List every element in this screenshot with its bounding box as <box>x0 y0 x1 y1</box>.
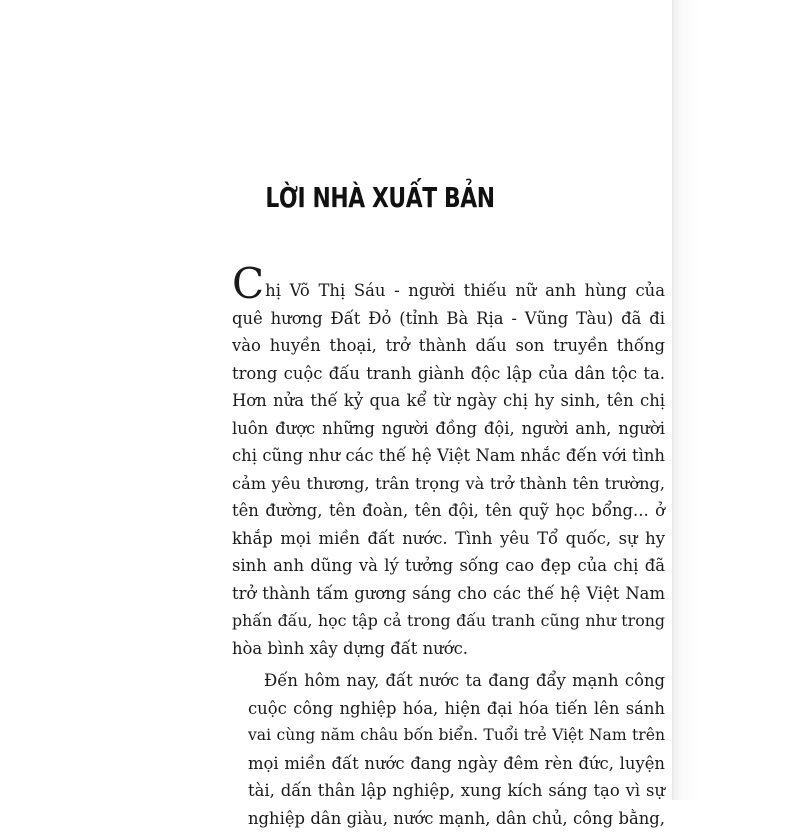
page-edge-shadow <box>672 0 800 800</box>
text-line: Đến hôm nay, đất nước ta đang đẩy mạnh công <box>232 667 665 695</box>
text-line: sinh anh dũng và lý tưởng sống cao đẹp của chị đã <box>232 552 665 580</box>
text-line: vai cùng năm châu bốn biển. Tuổi trẻ Việt Nam trên <box>232 722 665 750</box>
text-line: quê hương Đất Đỏ (tỉnh Bà Rịa - Vũng Tàu) đã đi <box>232 305 665 333</box>
text-line: cuộc công nghiệp hóa, hiện đại hóa tiến lên sánh <box>232 695 665 723</box>
text-line: vào huyền thoại, trở thành dấu son truyền thống <box>232 332 665 360</box>
drop-cap: C <box>232 259 264 308</box>
page-heading: LỜI NHÀ XUẤT BẢN <box>84 174 677 222</box>
text-line: cảm yêu thương, trân trọng và trở thành tên trường, <box>232 470 665 498</box>
paragraph-1 <box>232 274 665 662</box>
text-line: trở thành tấm gương sáng cho các thế hệ Việt Nam <box>232 580 665 608</box>
text-line: hòa bình xây dựng đất nước. <box>232 635 665 663</box>
text-line: trong cuộc đấu tranh giành độc lập của dân tộc ta. <box>232 360 665 388</box>
text-line: Chị Võ Thị Sáu - người thiếu nữ anh hùng của <box>232 274 665 305</box>
body-text <box>232 274 665 832</box>
text-line: tài, dấn thân lập nghiệp, xung kích sáng tạo vì sự <box>232 777 665 805</box>
text-line: chị cũng như các thế hệ Việt Nam nhắc đến với tình <box>232 442 665 470</box>
text-line: luôn được những người đồng đội, người anh, người <box>232 415 665 443</box>
text-line: Hơn nửa thế kỷ qua kể từ ngày chị hy sinh, tên chị <box>232 387 665 415</box>
text-line: mọi miền đất nước đang ngày đêm rèn đức, luyện <box>232 750 665 778</box>
text-line: nghiệp dân giàu, nước mạnh, dân chủ, công bằng, <box>232 805 665 832</box>
text-line: tên đường, tên đoàn, tên đội, tên quỹ học bổng... ở <box>232 497 665 525</box>
paragraph-2 <box>232 667 665 832</box>
text-line: khắp mọi miền đất nước. Tình yêu Tổ quốc, sự hy <box>232 525 665 553</box>
text-line: phấn đấu, học tập cả trong đấu tranh cũng như trong <box>232 607 665 635</box>
